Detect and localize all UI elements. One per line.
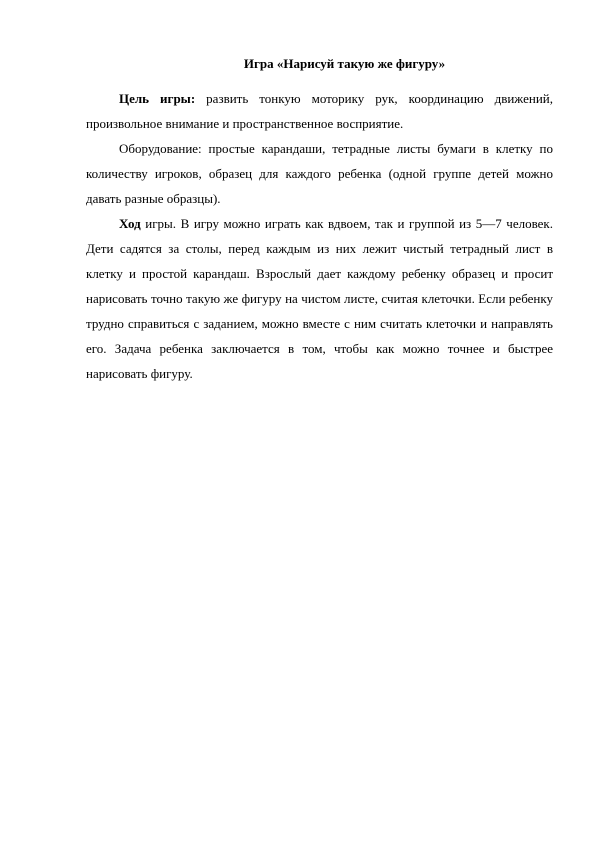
paragraph-equipment-text: Оборудование: простые карандаши, тетрадные листы бумаги в клетку по количеству игроков, образец для каждого ребенка (одной группе детей можно давать разные образцы). — [86, 141, 553, 206]
paragraph-procedure-lead: Ход — [119, 216, 141, 231]
paragraph-goal-lead: Цель игры: — [119, 91, 196, 106]
paragraph-goal — [86, 86, 553, 136]
document-title: Игра «Нарисуй такую же фигуру» — [243, 56, 446, 71]
paragraph-procedure-text: игры. В игру можно играть как вдвоем, так и группой из 5—7 человек. Дети садятся за столы, перед каждым из них лежит чистый тетрадный лист в клетку и простой карандаш. Взрослый дает каждому ребенку образец и просит нарисовать точно такую же фигуру на чистом листе, считая клеточки. Если ребенку трудно справиться с заданием, можно вместе с ним считать клеточки и направлять его. Задача ребенка заключается в том, чтобы как можно точнее и быстрее нарисовать фигуру. — [86, 216, 553, 381]
paragraph-equipment — [86, 136, 553, 211]
paragraph-goal-text: развить тонкую моторику рук, координацию движений, произвольное внимание и пространственное восприятие. — [86, 91, 554, 131]
paragraph-procedure — [86, 211, 553, 386]
document-page — [86, 56, 553, 386]
